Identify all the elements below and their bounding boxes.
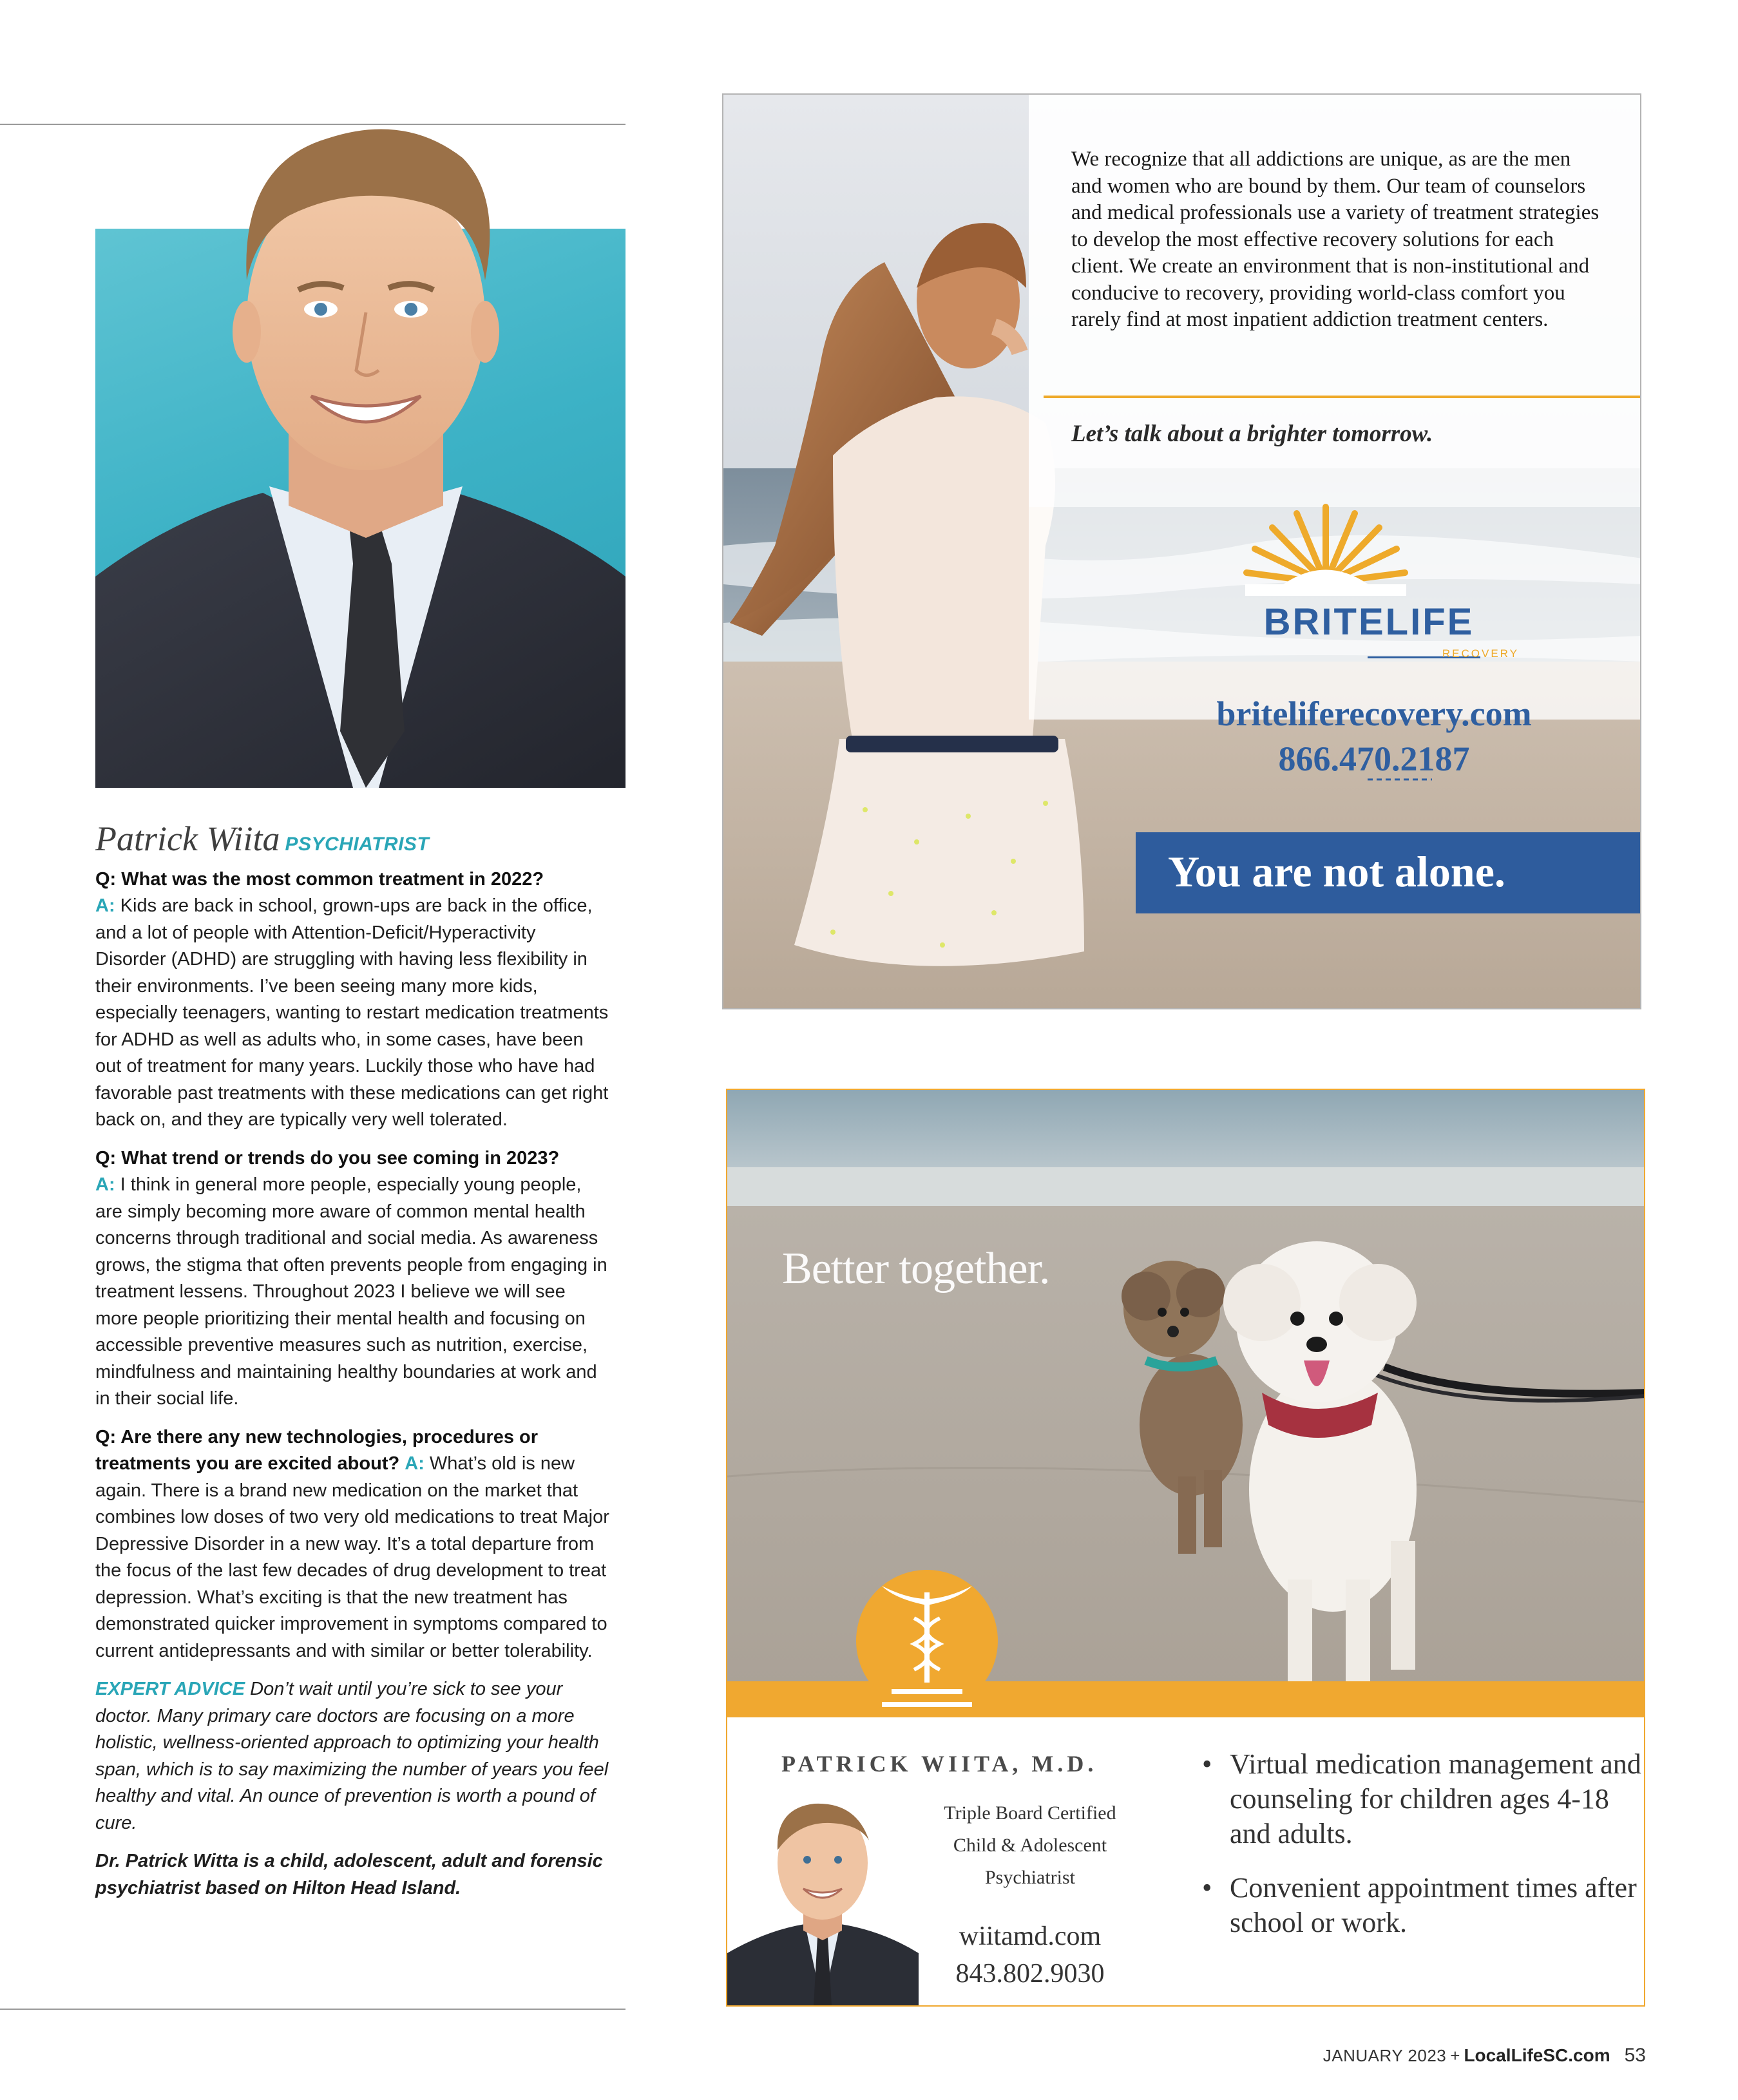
question-text: Q: What trend or trends do you see coming in 2023?	[95, 1147, 560, 1169]
expert-advice	[95, 1676, 611, 1837]
qa-item	[95, 1424, 611, 1665]
britelife-banner: You are not alone.	[1136, 832, 1641, 913]
wiita-website[interactable]: wiitamd.com	[959, 1922, 1102, 1951]
answer-text: Kids are back in school, grown-ups are back in the office, and a lot of people with Attention-Deficit/Hyperactivity Disorder (ADHD) are struggling with having less flexibility in their environments. I’ve been seeing many more kids, especially teenagers, wanting to restart medication treatments for ADHD as well as adults who, in some cases, have been out of treatment for many years. Luckily those who have had favorable past treatments with these medications can get right back on, and they are typically very well tolerated.	[95, 895, 609, 1130]
britelife-tagline: Let’s talk about a brighter tomorrow.	[1071, 421, 1433, 447]
britelife-brand-sub: RECOVERY	[1442, 647, 1519, 660]
author-bio: Dr. Patrick Witta is a child, adolescent, adult and forensic psychiatrist based on Hilton Head Island.	[95, 1851, 603, 1898]
answer-label: A:	[95, 1174, 115, 1195]
credential-line: Triple Board Certified	[944, 1802, 1116, 1824]
question-text: Q: Are there any new technologies, procedures or treatments you are excited about?	[95, 1426, 539, 1474]
question-text: Q: What was the most common treatment in 2022?	[95, 868, 544, 890]
wiita-phone[interactable]: 843.802.9030	[955, 1959, 1105, 1989]
wiita-ad[interactable]	[726, 1089, 1645, 2007]
page-number: 53	[1624, 2045, 1646, 2066]
expert-advice-text: Don’t wait until you’re sick to see your doctor. Many primary care doctors are focusing on a more holistic, wellness-oriented approach to optimizing your health span, which is to say maximizing the number of years you feel healthy and vital. An ounce of prevention is worth a pound of cure.	[95, 1679, 609, 1833]
wiita-tagline: Better together.	[782, 1244, 1050, 1293]
expert-advice-label: EXPERT ADVICE	[95, 1679, 245, 1699]
author-role: PSYCHIATRIST	[285, 834, 430, 855]
wiita-headshot	[727, 1779, 919, 2006]
credential-line: Psychiatrist	[985, 1867, 1075, 1888]
wiita-services	[1194, 1747, 1645, 1960]
byline	[95, 819, 611, 859]
answer-text: I think in general more people, especially young people, are simply becoming more aware of common mental health concerns through traditional and social media. As awareness grows, the stigma that often prevents people from engaging in treatment lessens. Throughout 2023 I believe we will see more people prioritizing their mental health and focusing on accessible preventive measures such as nutrition, exercise, mindfulness and maintaining healthy boundaries at work and in their social life.	[95, 1174, 607, 1409]
qa-item	[95, 866, 611, 1134]
answer-text: What’s old is new again. There is a brand new medication on the market that combines low doses of two very old medications to treat Major Depressive Disorder in a new way. It’s a total departure from the focus of the last few decades of drug development to treat depression. What’s exciting is that the new treatment has demonstrated quicker improvement in symptoms compared to current antidepressants and with similar or better tolerability.	[95, 1453, 609, 1661]
wiita-contact	[921, 1918, 1140, 1992]
service-text: Convenient appointment times after school or work.	[1230, 1872, 1637, 1938]
answer-label: A:	[95, 895, 115, 916]
qa-item	[95, 1145, 611, 1413]
service-text: Virtual medication management and counseling for children ages 4-18 and adults.	[1230, 1748, 1641, 1849]
bullet-icon: •	[1202, 1748, 1212, 1780]
answer-label: A:	[405, 1453, 425, 1474]
article	[95, 819, 611, 1913]
page-footer	[1224, 2045, 1646, 2067]
portrait-photo	[95, 87, 625, 788]
author-name: Patrick Wiita	[95, 819, 280, 858]
britelife-phone[interactable]: 866.470.2187	[1278, 740, 1470, 778]
wiita-credentials	[921, 1797, 1140, 1894]
bullet-icon: •	[1202, 1872, 1212, 1904]
britelife-url[interactable]: briteliferecovery.com	[1216, 694, 1532, 733]
footer-separator: +	[1450, 2046, 1460, 2065]
footer-site[interactable]: LocalLifeSC.com	[1464, 2045, 1610, 2065]
wiita-name: PATRICK WIITA, M.D.	[781, 1751, 1098, 1777]
footer-date: JANUARY 2023	[1323, 2046, 1447, 2065]
list-item	[1194, 1871, 1645, 1940]
list-item	[1194, 1747, 1645, 1851]
caduceus-logo-icon	[856, 1570, 998, 1717]
britelife-ad[interactable]	[722, 93, 1641, 1009]
bottom-rule	[0, 2009, 625, 2010]
credential-line: Child & Adolescent	[953, 1835, 1107, 1856]
britelife-copy: We recognize that all addictions are unique, as are the men and women who are bound by them. Our team of counselors and medical professionals use a variety of treatment strategies to develop the most effective recovery solutions for each client. We create an environment that is non-institutional and conducive to recovery, providing world-class comfort you rarely find at most inpatient addiction treatment centers.	[1071, 148, 1600, 331]
britelife-brand: BRITELIFE	[1263, 601, 1475, 643]
